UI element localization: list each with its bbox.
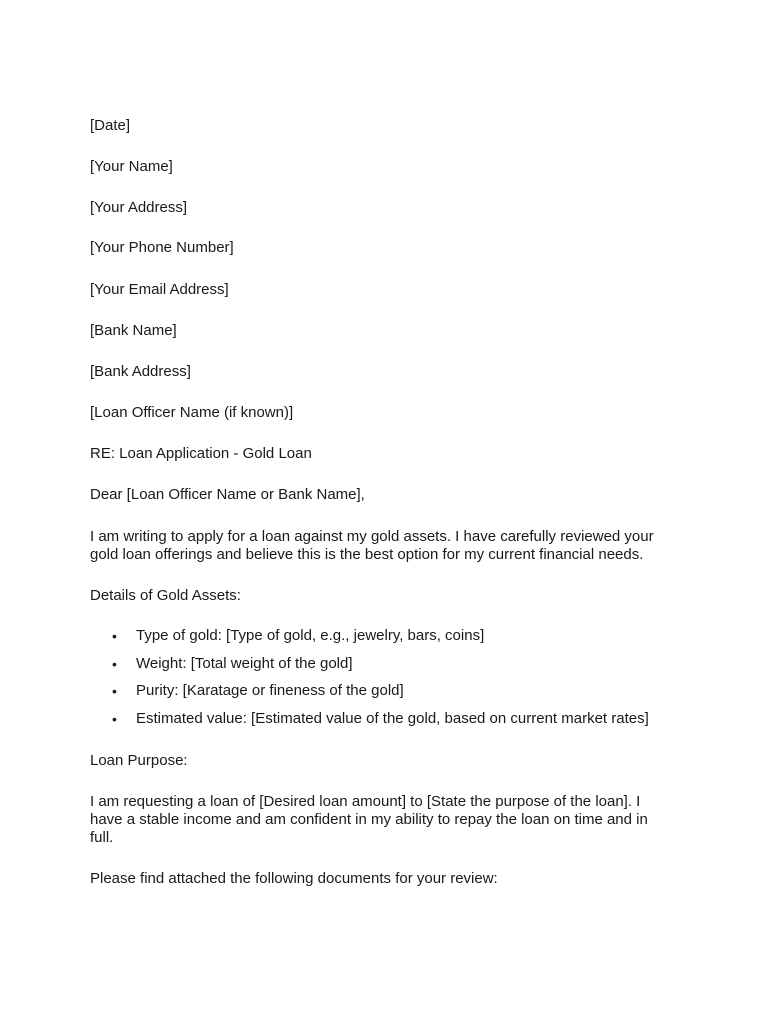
bullet-icon: • [112, 628, 117, 644]
intro-paragraph: I am writing to apply for a loan against my gold assets. I have carefully reviewed your gold loan offerings and believe this is the best option for my current financial needs. [90, 528, 654, 563]
salutation: Dear [Loan Officer Name or Bank Name], [90, 486, 365, 503]
gold-details-list [90, 627, 649, 737]
sender-email: [Your Email Address] [90, 281, 229, 298]
sender-name: [Your Name] [90, 158, 173, 175]
loan-officer-name: [Loan Officer Name (if known)] [90, 404, 294, 421]
bullet-icon: • [112, 683, 117, 699]
list-item-text: Type of gold: [Type of gold, e.g., jewelry, bars, coins] [136, 627, 485, 644]
list-item [90, 710, 649, 738]
bullet-icon: • [112, 655, 117, 672]
list-item-text: Purity: [Karatage or fineness of the gold] [136, 682, 404, 699]
purpose-heading: Loan Purpose: [90, 752, 188, 769]
bullet-icon: • [112, 710, 117, 727]
attachments-intro: Please find attached the following documents for your review: [90, 870, 498, 887]
list-item-text: Estimated value: [Estimated value of the gold, based on current market rates] [136, 709, 649, 727]
list-item-text: Weight: [Total weight of the gold] [136, 654, 353, 672]
details-heading: Details of Gold Assets: [90, 587, 241, 604]
list-item [90, 627, 649, 655]
list-item [90, 682, 649, 710]
purpose-paragraph: I am requesting a loan of [Desired loan amount] to [State the purpose of the loan]. I have a stable income and am confident in my ability to repay the loan on time and in full. [90, 793, 648, 846]
list-item [90, 655, 649, 683]
date-field: [Date] [90, 117, 131, 134]
sender-address: [Your Address] [90, 199, 188, 216]
sender-phone: [Your Phone Number] [90, 239, 234, 256]
bank-address: [Bank Address] [90, 363, 191, 380]
subject-line: RE: Loan Application - Gold Loan [90, 445, 312, 462]
bank-name: [Bank Name] [90, 322, 177, 339]
